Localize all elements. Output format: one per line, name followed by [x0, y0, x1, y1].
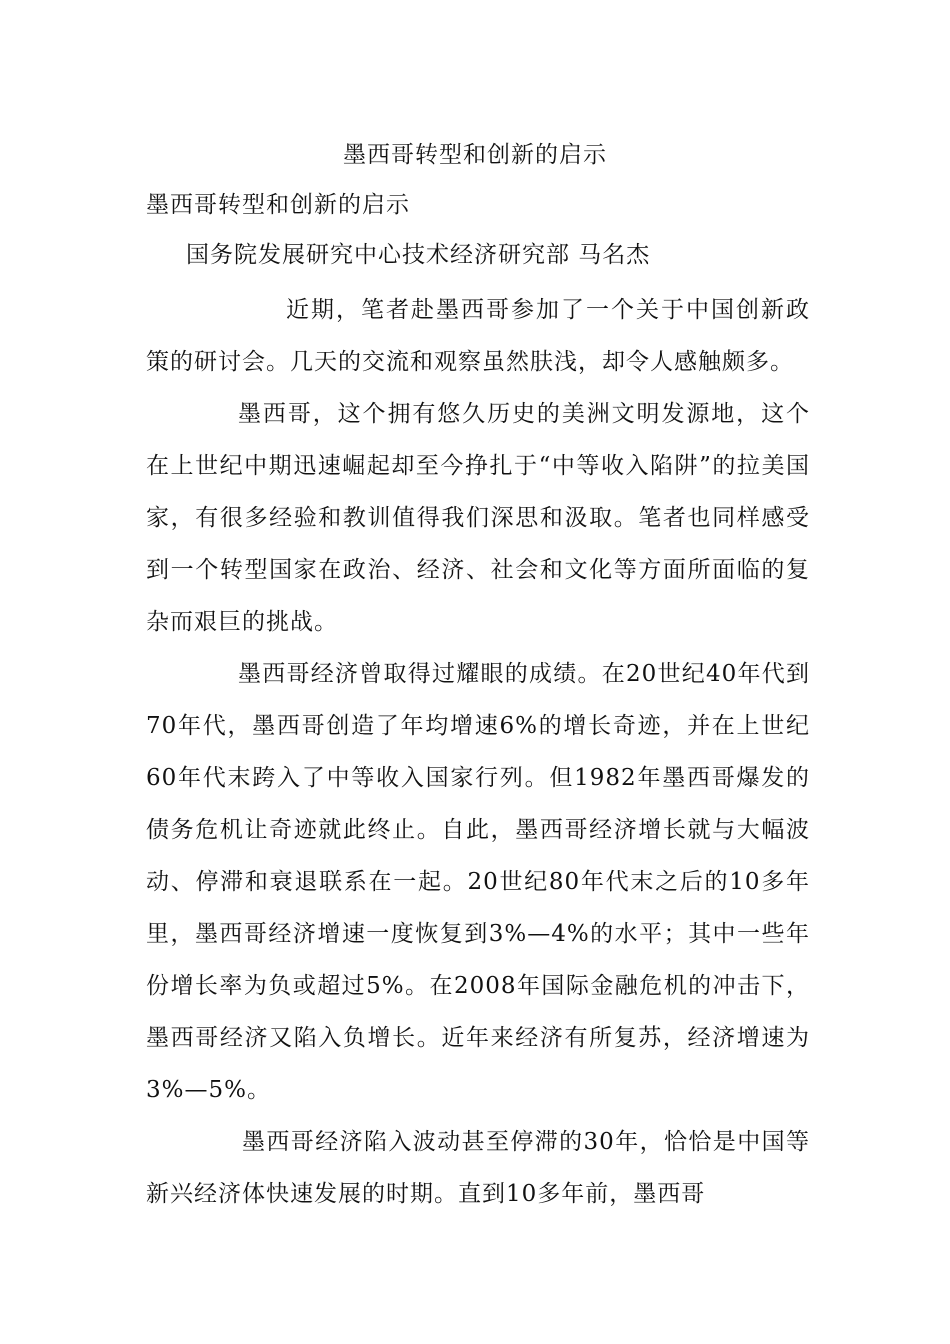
document-body — [146, 284, 810, 1220]
paragraph: 墨西哥经济曾取得过耀眼的成绩。在20世纪40年代到70年代，墨西哥创造了年均增速6%的增长奇迹，并在上世纪60年代末跨入了中等收入国家行列。但1982年墨西哥爆发的债务危机让奇迹就此终止。自此，墨西哥经济增长就与大幅波动、停滞和衰退联系在一起。20世纪80年代末之后的10多年里，墨西哥经济增速一度恢复到3%—4%的水平；其中一些年份增长率为负或超过5%。在2008年国际金融危机的冲击下，墨西哥经济又陷入负增长。近年来经济有所复苏，经济增速为3%—5%。 — [146, 661, 810, 1103]
document-subtitle: 墨西哥转型和创新的启示 — [146, 192, 410, 218]
document-title: 墨西哥转型和创新的启示 — [343, 142, 607, 168]
paragraph: 墨西哥经济陷入波动甚至停滞的30年，恰恰是中国等新兴经济体快速发展的时期。直到10多年前，墨西哥 — [146, 1129, 810, 1207]
paragraph: 墨西哥，这个拥有悠久历史的美洲文明发源地，这个在上世纪中期迅速崛起却至今挣扎于“中等收入陷阱”的拉美国家，有很多经验和教训值得我们深思和汲取。笔者也同样感受到一个转型国家在政治、经济、社会和文化等方面所面临的复杂而艰巨的挑战。 — [146, 401, 810, 635]
paragraph: 近期，笔者赴墨西哥参加了一个关于中国创新政策的研讨会。几天的交流和观察虽然肤浅，却令人感触颇多。 — [146, 297, 810, 375]
author-line: 国务院发展研究中心技术经济研究部 马名杰 — [186, 242, 651, 268]
